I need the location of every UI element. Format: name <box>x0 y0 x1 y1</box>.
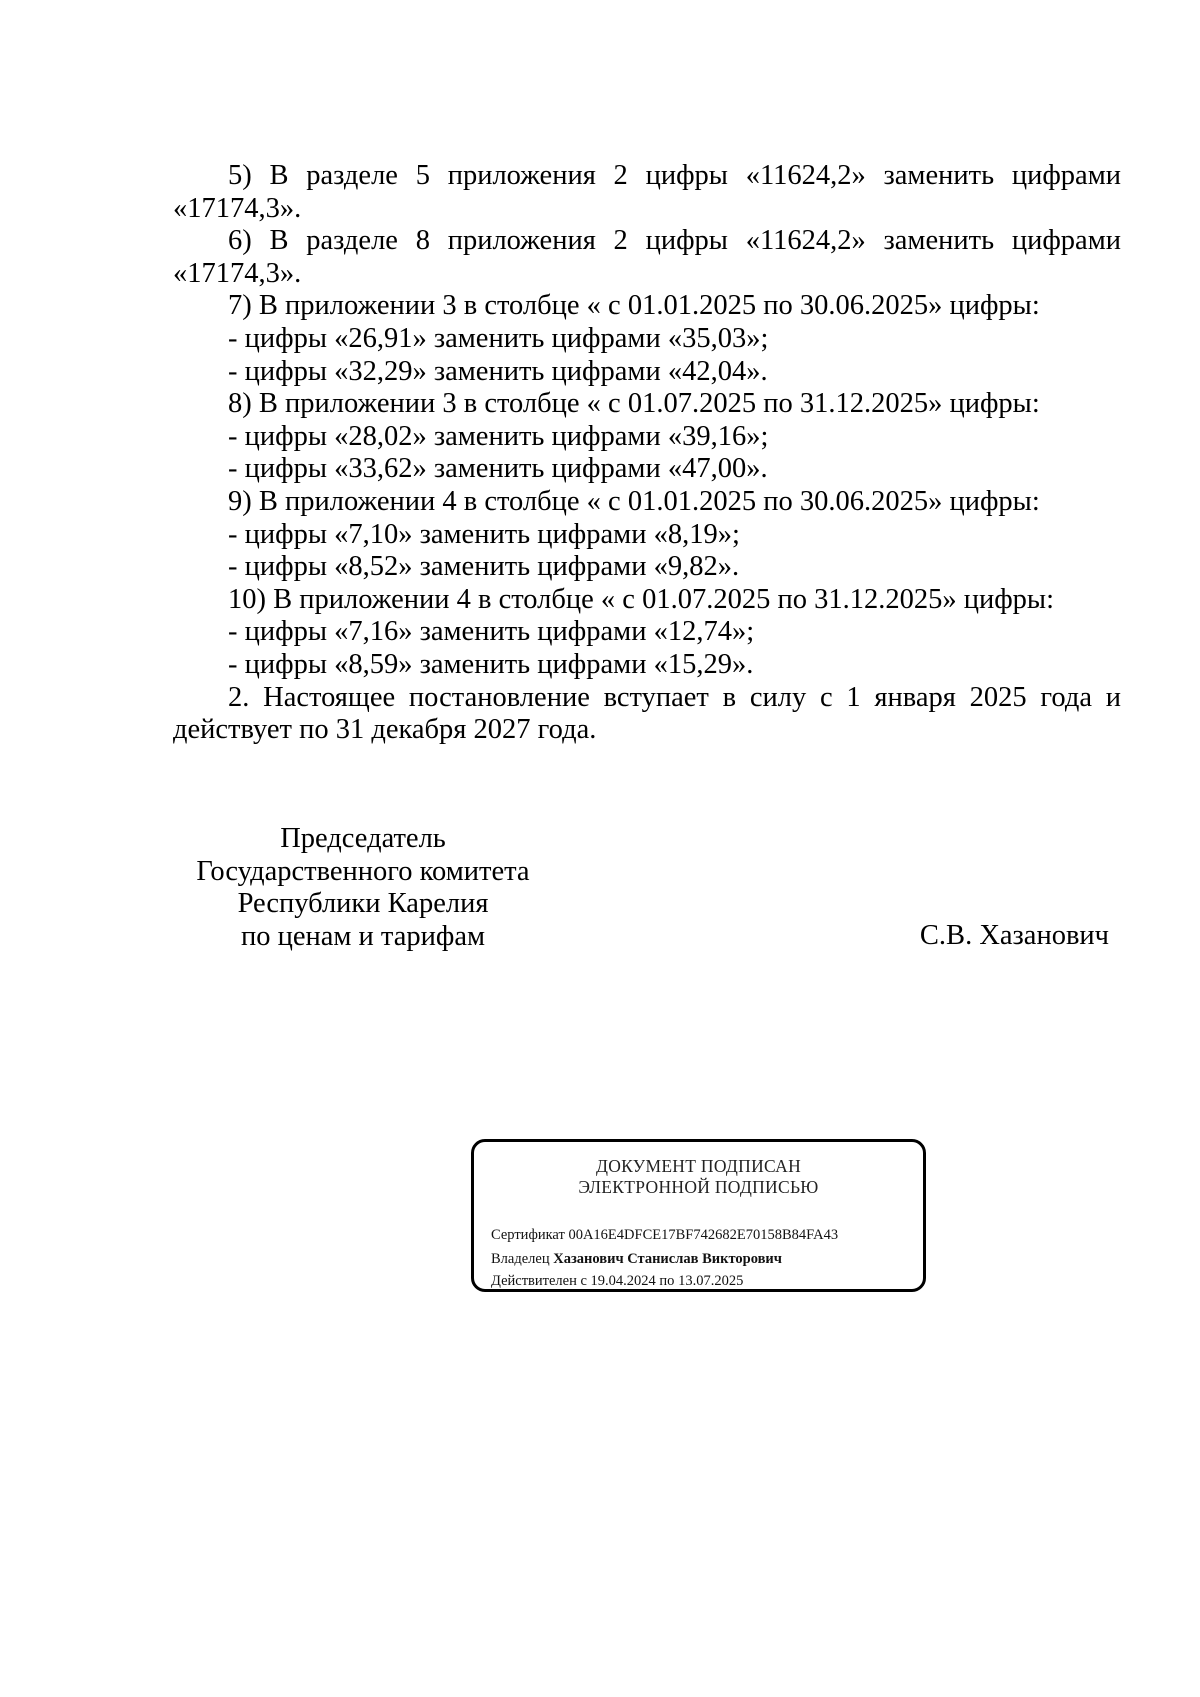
stamp-certificate <box>491 1226 838 1244</box>
paragraph-item-6: 6) В разделе 8 приложения 2 цифры «11624,2» заменить цифрами «17174,3». <box>173 225 1121 289</box>
valid-from: 19.04.2024 <box>590 1273 656 1289</box>
position-line: по ценам и тарифам <box>240 920 486 952</box>
sub-item: - цифры «7,16» заменить цифрами «12,74»; <box>228 616 755 648</box>
position-line: Председатель <box>280 823 446 854</box>
owner-label: Владелец <box>491 1251 550 1267</box>
sub-item: - цифры «7,10» заменить цифрами «8,19»; <box>228 518 740 550</box>
paragraph-item-7: 7) В приложении 3 в столбце « с 01.01.2025 по 30.06.2025» цифры: <box>228 290 1040 322</box>
valid-label: Действителен с <box>491 1273 587 1289</box>
stamp-title-line: ДОКУМЕНТ ПОДПИСАН <box>595 1156 802 1176</box>
paragraph-item-8: 8) В приложении 3 в столбце « с 01.07.2025 по 31.12.2025» цифры: <box>228 388 1040 420</box>
sub-item: - цифры «28,02» заменить цифрами «39,16»; <box>228 420 769 452</box>
certificate-label: Сертификат <box>491 1227 565 1243</box>
valid-to-label: по <box>659 1273 675 1289</box>
owner-value: Хазанович Станислав Викторович <box>553 1251 782 1267</box>
stamp-validity <box>491 1272 743 1290</box>
electronic-signature-stamp <box>471 1139 926 1292</box>
sub-item: - цифры «32,29» заменить цифрами «42,04». <box>228 355 768 387</box>
valid-to: 13.07.2025 <box>678 1273 744 1289</box>
sub-item: - цифры «26,91» заменить цифрами «35,03»; <box>228 322 769 354</box>
paragraph-effective-date: 2. Настоящее постановление вступает в силу с 1 января 2025 года и действует по 31 декабря 2027 года. <box>173 681 1121 746</box>
sub-item: - цифры «33,62» заменить цифрами «47,00». <box>228 453 768 485</box>
position-line: Государственного комитета <box>196 855 530 887</box>
certificate-value: 00A16E4DFCE17BF742682E70158B84FA43 <box>568 1227 839 1243</box>
paragraph-item-9: 9) В приложении 4 в столбце « с 01.01.2025 по 30.06.2025» цифры: <box>228 485 1040 517</box>
sub-item: - цифры «8,59» заменить цифрами «15,29». <box>228 648 754 680</box>
document-body <box>173 160 1121 747</box>
paragraph-item-10: 10) В приложении 4 в столбце « с 01.07.2025 по 31.12.2025» цифры: <box>228 583 1054 615</box>
stamp-owner <box>491 1250 782 1268</box>
signer-name: С.В. Хазанович <box>919 920 1109 951</box>
position-line: Республики Карелия <box>237 888 489 920</box>
paragraph-item-5: 5) В разделе 5 приложения 2 цифры «11624,2» заменить цифрами «17174,3». <box>173 160 1121 224</box>
signer-position <box>173 823 553 953</box>
sub-item: - цифры «8,52» заменить цифрами «9,82». <box>228 551 740 583</box>
stamp-title-line: ЭЛЕКТРОННОЙ ПОДПИСЬЮ <box>578 1177 819 1197</box>
stamp-title <box>474 1156 923 1198</box>
